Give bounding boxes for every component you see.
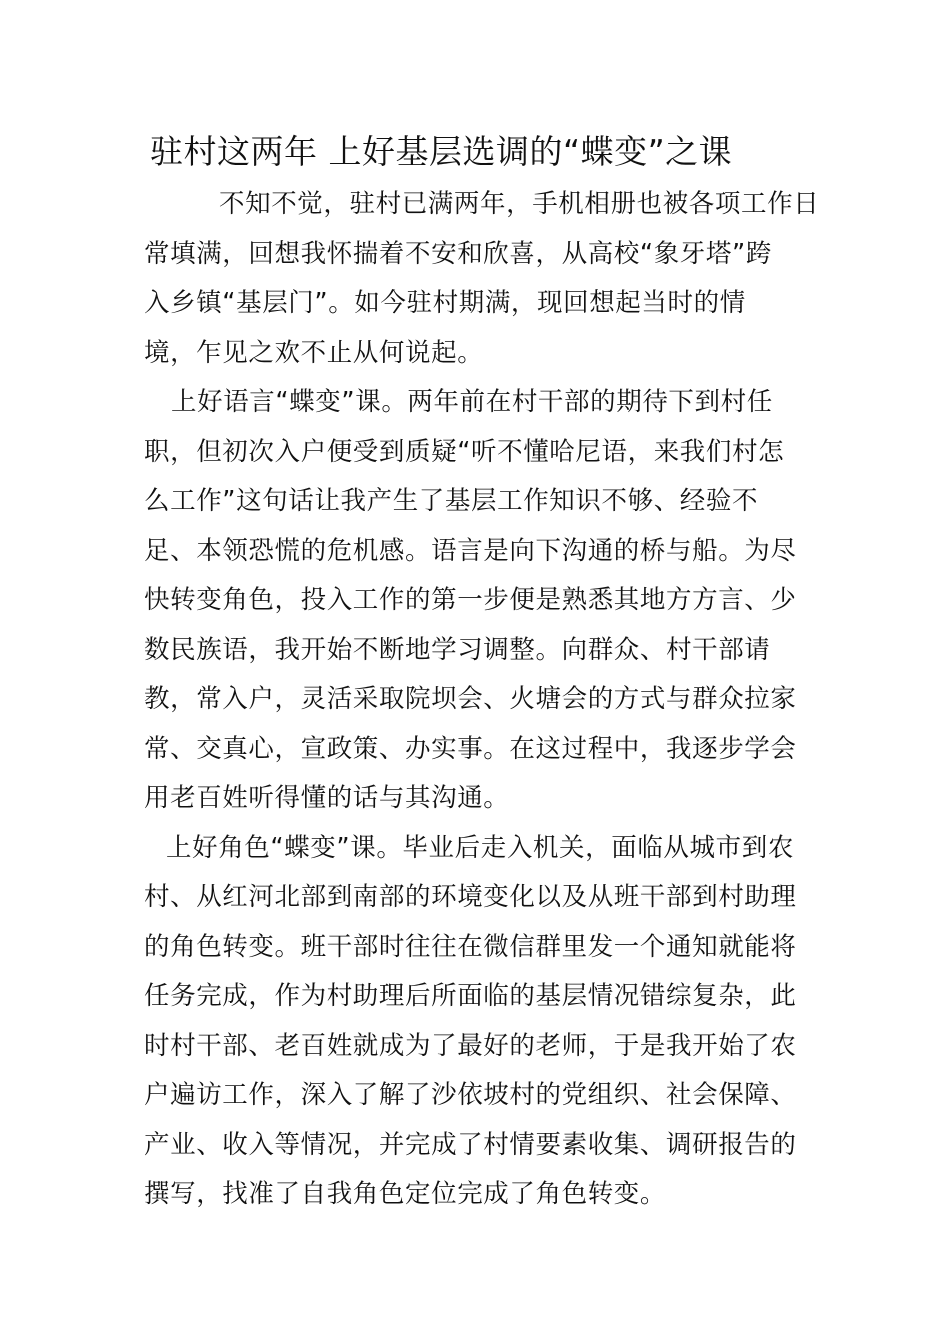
text-line: 境，乍见之欢不止从何说起。 [144, 337, 484, 368]
document-title: 驻村这两年 上好基层选调的“蝶变”之课 [150, 132, 733, 171]
paragraph-intro [144, 180, 820, 378]
text-line: 上好角色“蝶变”课。毕业后走入机关，面临从城市到农 [166, 832, 794, 863]
text-line: 撰写，找准了自我角色定位完成了角色转变。 [144, 1179, 667, 1209]
text-line: 快转变角色，投入工作的第一步便是熟悉其地方方言、少 [144, 585, 797, 615]
text-line: 任务完成，作为村助理后所面临的基层情况错综复杂，此 [144, 981, 797, 1011]
text-line: 时村干部、老百姓就成为了最好的老师，于是我开始了农 [144, 1030, 797, 1061]
text-line: 产业、收入等情况，并完成了村情要素收集、调研报告的 [144, 1129, 797, 1160]
text-line: 数民族语，我开始不断地学习调整。向群众、村干部请 [144, 634, 771, 665]
text-line: 户遍访工作，深入了解了沙依坡村的党组织、社会保障、 [144, 1080, 797, 1110]
document-body [144, 180, 820, 1220]
paragraph-language [144, 378, 810, 824]
text-line: 常填满，回想我怀揣着不安和欣喜，从高校“象牙塔”跨 [144, 238, 772, 269]
text-line: 足、本领恐慌的危机感。语言是向下沟通的桥与船。为尽 [144, 535, 797, 566]
text-line: 不知不觉，驻村已满两年，手机相册也被各项工作日 [219, 189, 820, 219]
text-line: 职，但初次入户便受到质疑“听不懂哈尼语，来我们村怎 [144, 436, 785, 467]
text-line: 用老百姓听得懂的话与其沟通。 [144, 783, 510, 813]
text-line: 常、交真心，宣政策、办实事。在这过程中，我逐步学会 [144, 733, 797, 764]
text-line: 教，常入户，灵活采取院坝会、火塘会的方式与群众拉家 [144, 684, 797, 714]
text-line: 上好语言“蝶变”课。两年前在村干部的期待下到村任 [171, 387, 773, 417]
text-line: 的角色转变。班干部时往往在微信群里发一个通知就能将 [144, 931, 797, 962]
text-line: 入乡镇“基层门”。如今驻村期满，现回想起当时的情 [144, 288, 746, 318]
text-line: 村、从红河北部到南部的环境变化以及从班干部到村助理 [144, 882, 797, 912]
text-line: 么工作”这句话让我产生了基层工作知识不够、经验不 [144, 486, 759, 516]
paragraph-role [144, 824, 810, 1220]
